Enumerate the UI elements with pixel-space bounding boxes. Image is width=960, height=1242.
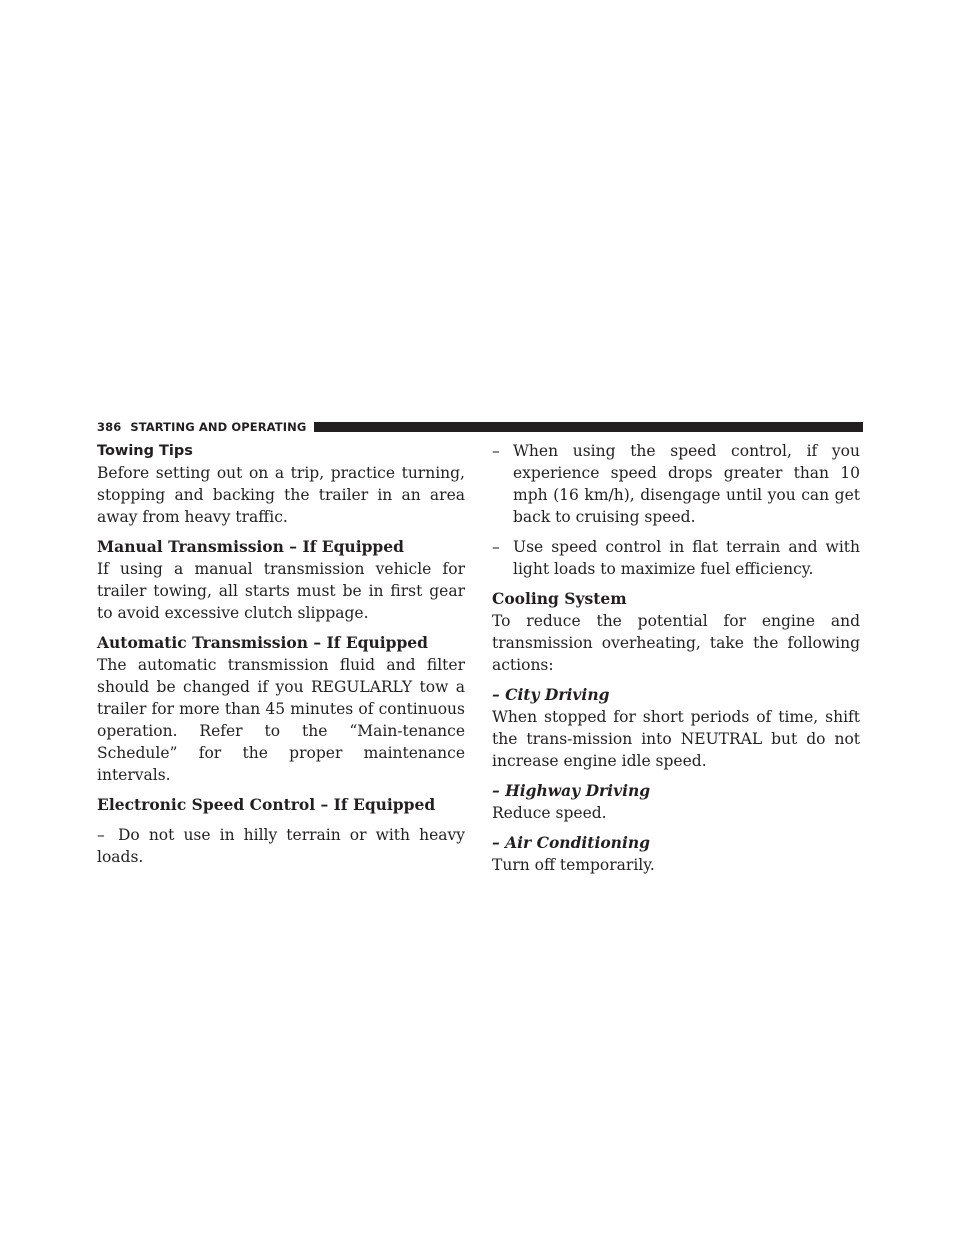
page-number: 386: [97, 420, 122, 434]
bullet-dash: –: [492, 538, 500, 556]
speed-control-heading: Electronic Speed Control – If Equipped: [97, 795, 436, 814]
automatic-transmission-heading: Automatic Transmission – If Equipped: [97, 633, 429, 652]
city-driving-heading: – City Driving: [492, 685, 610, 704]
towing-tips-heading: Towing Tips: [97, 443, 193, 459]
section-title: STARTING AND OPERATING: [130, 420, 307, 434]
air-conditioning-heading: – Air Conditioning: [492, 833, 650, 852]
highway-driving-heading: – Highway Driving: [492, 781, 651, 800]
bullet-dash: –: [97, 826, 105, 844]
city-driving-text: When stopped for short periods of time, shift the trans-mission into NEUTRAL but do not increase engine idle speed.: [492, 708, 860, 770]
speed-control-bullet-1: [97, 824, 465, 868]
automatic-transmission-text: The automatic transmission fluid and filter should be changed if you REGULARLY tow a trailer for more than 45 minutes of continuous operation. Refer to the “Main-tenance Schedule” for the proper maintenance intervals.: [97, 656, 465, 784]
bullet-text: Do not use in hilly terrain or with heavy loads.: [97, 826, 465, 866]
page-header: [97, 419, 863, 435]
right-column: [492, 440, 860, 876]
bullet-dash: –: [492, 442, 500, 460]
header-rule: [314, 422, 863, 432]
left-column: [97, 440, 465, 868]
manual-transmission-text: If using a manual transmission vehicle for trailer towing, all starts must be in first gear to avoid excessive clutch slippage.: [97, 560, 465, 622]
bullet-text: Use speed control in flat terrain and with light loads to maximize fuel efficiency.: [513, 538, 860, 578]
speed-control-bullet-2: [492, 440, 860, 528]
cooling-system-heading: Cooling System: [492, 589, 627, 608]
cooling-system-text: To reduce the potential for engine and transmission overheating, take the following actions:: [492, 612, 860, 674]
highway-driving-text: Reduce speed.: [492, 804, 607, 822]
towing-tips-text: Before setting out on a trip, practice turning, stopping and backing the trailer in an area away from heavy traffic.: [97, 464, 465, 526]
speed-control-bullet-3: [492, 536, 860, 580]
bullet-text: When using the speed control, if you experience speed drops greater than 10 mph (16 km/h), disengage until you can get back to cruising speed.: [513, 442, 860, 526]
air-conditioning-text: Turn off temporarily.: [492, 856, 655, 874]
manual-transmission-heading: Manual Transmission – If Equipped: [97, 537, 404, 556]
